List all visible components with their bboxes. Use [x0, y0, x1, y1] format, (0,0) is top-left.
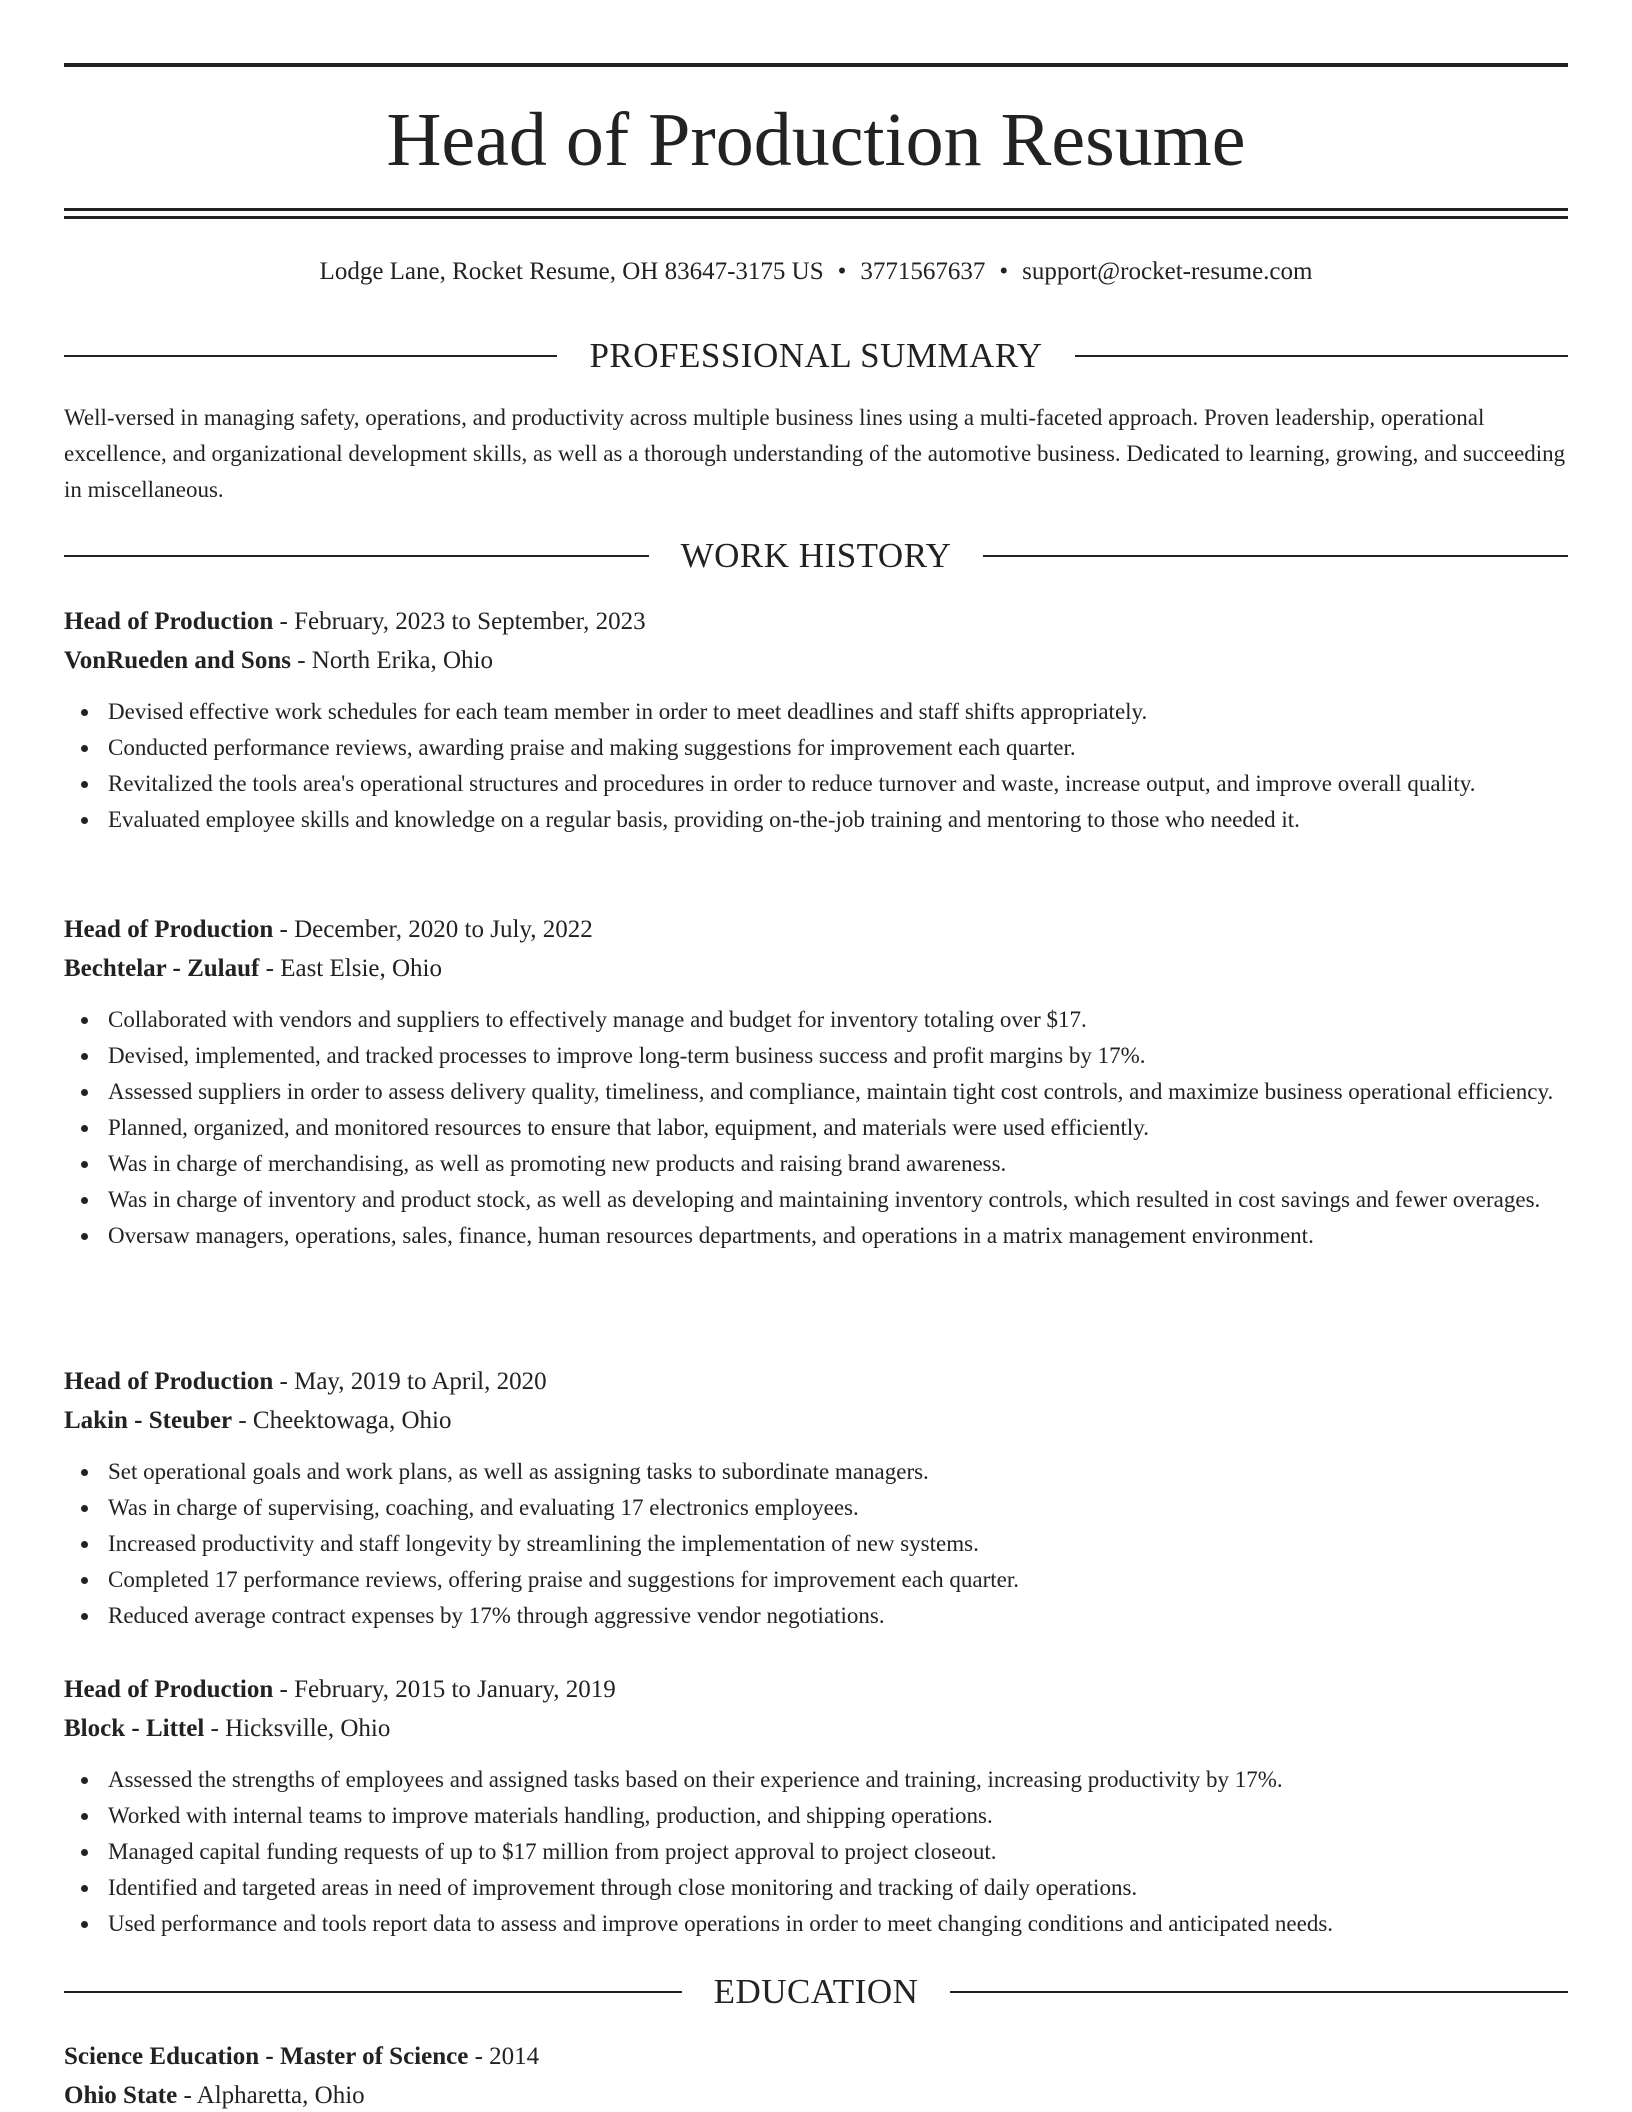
job-company-line [64, 641, 1568, 680]
job-bullet: Identified and targeted areas in need of improvement through close monitoring and tracking of daily operations. [64, 1870, 1568, 1906]
resume-title: Head of Production Resume [386, 98, 1246, 182]
heading-rule-right [1075, 355, 1568, 357]
job-bullet: Conducted performance reviews, awarding praise and making suggestions for improvement each quarter. [64, 730, 1568, 766]
job-bullet: Set operational goals and work plans, as well as assigning tasks to subordinate managers. [64, 1454, 1568, 1490]
title-rule-upper [64, 208, 1568, 211]
contact-line [64, 254, 1568, 290]
contact-separator: • [999, 258, 1009, 285]
education-school-line [64, 2076, 1568, 2112]
job-company-line [64, 1709, 1568, 1748]
job-location: - Hicksville, Ohio [204, 1715, 391, 1742]
job-bullet: Reduced average contract expenses by 17% through aggressive vendor negotiations. [64, 1598, 1568, 1634]
job-company: Block - Littel [64, 1715, 205, 1742]
job-bullets [64, 1454, 1568, 1634]
job-title: Head of Production [64, 1368, 274, 1395]
education-year: - 2014 [468, 2043, 540, 2070]
contact-email: support@rocket-resume.com [1022, 258, 1313, 285]
section-heading-work-history [64, 534, 1568, 578]
heading-rule-right [983, 555, 1568, 557]
job-bullet: Collaborated with vendors and suppliers to effectively manage and budget for inventory totaling over $17. [64, 1002, 1568, 1038]
job-title: Head of Production [64, 608, 274, 635]
job-bullet: Assessed suppliers in order to assess delivery quality, timeliness, and compliance, maintain tight cost controls, and maximize business operational efficiency. [64, 1074, 1568, 1110]
job-bullet: Increased productivity and staff longevity by streamlining the implementation of new systems. [64, 1526, 1568, 1562]
job-company: Bechtelar - Zulauf [64, 955, 260, 982]
job-bullet: Was in charge of merchandising, as well as promoting new products and raising brand awareness. [64, 1146, 1568, 1182]
section-heading-label: WORK HISTORY [680, 536, 952, 575]
heading-rule-left [64, 555, 649, 557]
education-degree-line [64, 2037, 1568, 2076]
job-title-line [64, 602, 1568, 641]
top-rule [64, 63, 1568, 67]
job-company: VonRueden and Sons [64, 647, 291, 674]
job-bullet: Was in charge of supervising, coaching, and evaluating 17 electronics employees. [64, 1490, 1568, 1526]
education-degree: Science Education - Master of Science [64, 2043, 469, 2070]
job-title-line [64, 910, 1568, 949]
job-title-line [64, 1670, 1568, 1709]
job-bullet: Evaluated employee skills and knowledge on a regular basis, providing on-the-job training and mentoring to those who needed it. [64, 802, 1568, 838]
contact-address: Lodge Lane, Rocket Resume, OH 83647-3175 US [319, 258, 824, 285]
heading-rule-left [64, 1991, 682, 1993]
title-rule-lower [64, 216, 1568, 219]
job-dates: - February, 2015 to January, 2019 [273, 1676, 616, 1703]
job-bullet: Used performance and tools report data to assess and improve operations in order to meet changing conditions and anticipated needs. [64, 1906, 1568, 1942]
job-dates: - May, 2019 to April, 2020 [273, 1368, 547, 1395]
job-location: - North Erika, Ohio [290, 647, 494, 674]
job-bullet: Devised, implemented, and tracked processes to improve long-term business success and profit margins by 17%. [64, 1038, 1568, 1074]
contact-separator: • [837, 258, 847, 285]
job-bullet: Completed 17 performance reviews, offering praise and suggestions for improvement each quarter. [64, 1562, 1568, 1598]
job-title-line [64, 1362, 1568, 1401]
job-title: Head of Production [64, 916, 274, 943]
job-bullets [64, 1762, 1568, 1942]
section-heading-education [64, 1970, 1568, 2014]
job-company-line [64, 949, 1568, 988]
section-heading-summary [64, 334, 1568, 378]
education-school: Ohio State [64, 2082, 178, 2109]
job-bullet: Revitalized the tools area's operational structures and procedures in order to reduce turnover and waste, increase output, and improve overall quality. [64, 766, 1568, 802]
heading-rule-left [64, 355, 557, 357]
education-entry [64, 2037, 1568, 2112]
contact-phone: 3771567637 [860, 258, 986, 285]
job-bullet: Managed capital funding requests of up to $17 million from project approval to project closeout. [64, 1834, 1568, 1870]
job-bullet: Devised effective work schedules for each team member in order to meet deadlines and staff shifts appropriately. [64, 694, 1568, 730]
job-title: Head of Production [64, 1676, 274, 1703]
job-bullet: Worked with internal teams to improve materials handling, production, and shipping operations. [64, 1798, 1568, 1834]
job-entry [64, 1670, 1568, 1942]
job-dates: - February, 2023 to September, 2023 [273, 608, 646, 635]
heading-rule-right [950, 1991, 1568, 1993]
job-bullet: Assessed the strengths of employees and assigned tasks based on their experience and training, increasing productivity by 17%. [64, 1762, 1568, 1798]
section-heading-label: PROFESSIONAL SUMMARY [589, 336, 1043, 375]
education-location: - Alpharetta, Ohio [177, 2082, 365, 2109]
job-location: - Cheektowaga, Ohio [232, 1407, 452, 1434]
job-entry [64, 602, 1568, 838]
job-entry [64, 910, 1568, 1254]
job-location: - East Elsie, Ohio [259, 955, 442, 982]
job-company: Lakin - Steuber [64, 1407, 233, 1434]
section-heading-label: EDUCATION [713, 1972, 919, 2011]
job-bullets [64, 694, 1568, 838]
job-company-line [64, 1401, 1568, 1440]
job-bullets [64, 1002, 1568, 1254]
job-bullet: Planned, organized, and monitored resources to ensure that labor, equipment, and materials were used efficiently. [64, 1110, 1568, 1146]
professional-summary: Well-versed in managing safety, operations, and productivity across multiple business lines using a multi-faceted approach. Proven leadership, operational excellence, and organizational development skills, as well as a thorough understanding of the automotive business. Dedicated to learning, growing, and succeeding in miscellaneous. [64, 405, 1566, 502]
job-bullet: Was in charge of inventory and product stock, as well as developing and maintaining inventory controls, which resulted in cost savings and fewer overages. [64, 1182, 1568, 1218]
job-bullet: Oversaw managers, operations, sales, finance, human resources departments, and operations in a matrix management environment. [64, 1218, 1568, 1254]
job-entry [64, 1362, 1568, 1634]
job-dates: - December, 2020 to July, 2022 [273, 916, 593, 943]
